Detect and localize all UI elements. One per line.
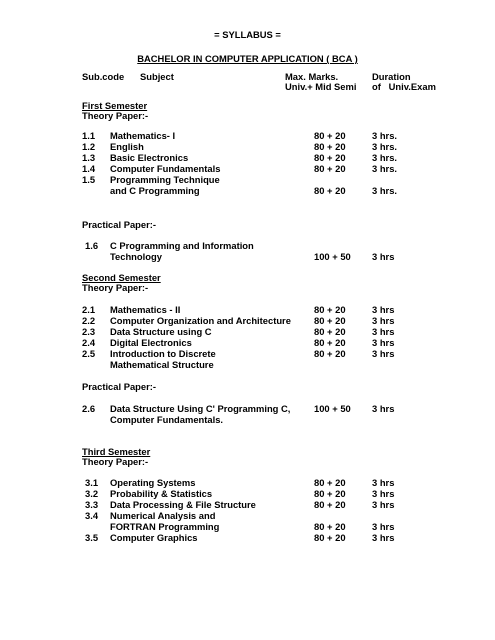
exam-duration: 3 hrs — [372, 499, 395, 510]
subject-name: Computer Graphics — [110, 532, 198, 543]
subject-code: 1.2 — [82, 141, 96, 152]
header-univ-mid-semi: Univ.+ Mid Semi — [285, 81, 357, 92]
max-marks: 80 + 20 — [314, 152, 346, 163]
subject-code: 1.6 — [85, 240, 99, 251]
max-marks: 80 + 20 — [314, 532, 346, 543]
subject-code: 2.3 — [82, 326, 96, 337]
subject-code: 2.6 — [82, 403, 96, 414]
max-marks: 80 + 20 — [314, 477, 346, 488]
header-max-marks: Max. Marks. — [285, 71, 339, 82]
subject-code: 2.1 — [82, 304, 96, 315]
subject-name: English — [110, 141, 144, 152]
exam-duration: 3 hrs. — [372, 141, 398, 152]
subject-code: 1.3 — [82, 152, 96, 163]
header-of-univ-exam: of Univ.Exam — [372, 81, 436, 92]
exam-duration: 3 hrs — [372, 304, 395, 315]
practical-paper-label: Practical Paper:- — [82, 381, 156, 392]
subject-code: 1.5 — [82, 174, 96, 185]
subject-name: Basic Electronics — [110, 152, 189, 163]
max-marks: 80 + 20 — [314, 141, 346, 152]
max-marks: 80 + 20 — [314, 488, 346, 499]
theory-paper-label: Theory Paper:- — [82, 456, 149, 467]
max-marks: 80 + 20 — [314, 326, 346, 337]
exam-duration: 3 hrs — [372, 477, 395, 488]
max-marks: 80 + 20 — [314, 304, 346, 315]
exam-duration: 3 hrs — [372, 251, 395, 262]
exam-duration: 3 hrs. — [372, 152, 398, 163]
max-marks: 80 + 20 — [314, 337, 346, 348]
exam-duration: 3 hrs — [372, 532, 395, 543]
subject-code: 2.5 — [82, 348, 96, 359]
exam-duration: 3 hrs — [372, 403, 395, 414]
exam-duration: 3 hrs — [372, 337, 395, 348]
max-marks: 80 + 20 — [314, 348, 346, 359]
subject-name-continued: Mathematical Structure — [110, 359, 214, 370]
max-marks: 80 + 20 — [314, 315, 346, 326]
subject-code: 3.2 — [85, 488, 99, 499]
subject-code: 3.3 — [85, 499, 99, 510]
semester-heading: Second Semester — [82, 272, 161, 283]
header-duration: Duration — [372, 71, 411, 82]
exam-duration: 3 hrs. — [372, 130, 398, 141]
exam-duration: 3 hrs — [372, 326, 395, 337]
subject-name-continued: Technology — [110, 251, 162, 262]
subject-code: 1.1 — [82, 130, 96, 141]
subject-code: 3.4 — [85, 510, 99, 521]
document-title: = SYLLABUS = — [214, 29, 281, 40]
subject-name: Mathematics- I — [110, 130, 176, 141]
exam-duration: 3 hrs — [372, 488, 395, 499]
subject-code: 3.5 — [85, 532, 99, 543]
subject-code: 2.2 — [82, 315, 96, 326]
subject-name: Data Structure Using C' Programming C, — [110, 403, 291, 414]
header-subcode: Sub.code — [82, 71, 125, 82]
subject-code: 1.4 — [82, 163, 96, 174]
max-marks: 80 + 20 — [314, 185, 346, 196]
subject-name-continued: FORTRAN Programming — [110, 521, 220, 532]
subject-name-continued: Computer Fundamentals. — [110, 414, 224, 425]
practical-paper-label: Practical Paper:- — [82, 219, 156, 230]
max-marks: 100 + 50 — [314, 251, 351, 262]
theory-paper-label: Theory Paper:- — [82, 110, 149, 121]
max-marks: 100 + 50 — [314, 403, 351, 414]
exam-duration: 3 hrs — [372, 315, 395, 326]
subject-name: Introduction to Discrete — [110, 348, 216, 359]
max-marks: 80 + 20 — [314, 163, 346, 174]
max-marks: 80 + 20 — [314, 130, 346, 141]
document-subtitle: BACHELOR IN COMPUTER APPLICATION ( BCA ) — [137, 53, 358, 64]
max-marks: 80 + 20 — [314, 499, 346, 510]
header-subject: Subject — [140, 71, 174, 82]
subject-name: Numerical Analysis and — [110, 510, 216, 521]
subject-name: Mathematics - II — [110, 304, 181, 315]
subject-name: Data Structure using C — [110, 326, 212, 337]
subject-name-continued: and C Programming — [110, 185, 200, 196]
subject-name: Programming Technique — [110, 174, 220, 185]
exam-duration: 3 hrs. — [372, 185, 398, 196]
exam-duration: 3 hrs — [372, 348, 395, 359]
subject-name: Computer Organization and Architecture — [110, 315, 291, 326]
exam-duration: 3 hrs — [372, 521, 395, 532]
subject-name: Probability & Statistics — [110, 488, 213, 499]
semester-heading: First Semester — [82, 100, 148, 111]
subject-name: Digital Electronics — [110, 337, 192, 348]
exam-duration: 3 hrs. — [372, 163, 398, 174]
subject-code: 2.4 — [82, 337, 96, 348]
subject-name: Computer Fundamentals — [110, 163, 221, 174]
subject-code: 3.1 — [85, 477, 99, 488]
max-marks: 80 + 20 — [314, 521, 346, 532]
semester-heading: Third Semester — [82, 446, 151, 457]
subject-name: Operating Systems — [110, 477, 196, 488]
theory-paper-label: Theory Paper:- — [82, 282, 149, 293]
subject-name: C Programming and Information — [110, 240, 254, 251]
subject-name: Data Processing & File Structure — [110, 499, 256, 510]
